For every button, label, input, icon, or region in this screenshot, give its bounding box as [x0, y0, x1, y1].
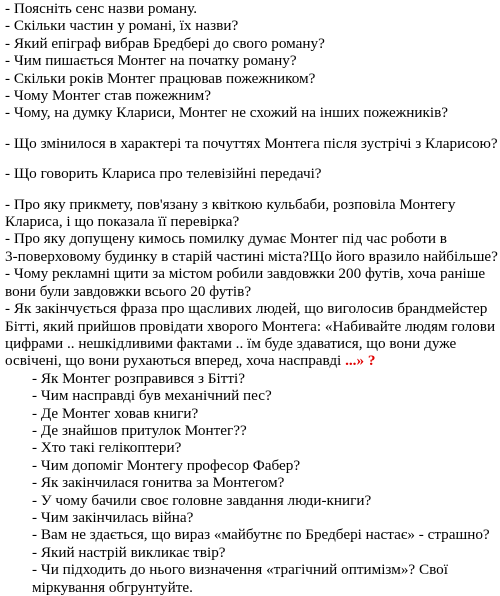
- question-line: - Чому Монтег став пожежним?: [5, 87, 212, 105]
- question-line: - Чи підходить до нього визначення «трагічний оптимізм»? Свої: [32, 561, 448, 579]
- question-line: - Скільки частин у романі, їх назви?: [5, 17, 239, 35]
- question-line: - Скільки років Монтег працював пожежником?: [5, 69, 316, 87]
- question-line: - Де Монтег ховав книги?: [32, 404, 199, 422]
- question-line: цифрами .. нешкідливими фактами .. їм буде здаватися, що вони дуже: [5, 334, 457, 352]
- question-line: - Чому, на думку Клариси, Монтег не схожий на інших пожежників?: [5, 104, 448, 122]
- question-line: [5, 352, 500, 369]
- spacer: [5, 122, 500, 135]
- question-tv-shows: - Що говорить Клариса про телевізійні передачі?: [5, 165, 322, 183]
- questions-block-1: [5, 0, 500, 122]
- question-line: - Про яку допущену кимось помилку думає Монтег під час роботи в: [5, 230, 447, 248]
- highlighted-ending: ...» ?: [345, 352, 376, 370]
- question-character-change: - Що змінилося в характері та почуттях Монтега після зустрічі з Кларисою?: [5, 134, 498, 152]
- question-text: освічені, що вони рухаються вперед, хоча насправді: [5, 352, 346, 370]
- question-line: Бітті, який прийшов провідати хворого Монтега: «Набивайте людям голови: [5, 317, 496, 335]
- question-line: - Чому рекламні щити за містом робили завдовжки 200 футів, хоча раніше: [5, 265, 486, 283]
- question-line: - Як Монтег розправився з Бітті?: [32, 369, 245, 387]
- spacer: [5, 152, 500, 165]
- question-line: - Вам не здається, що вираз «майбутнє по Бредбері настає» - страшно?: [32, 526, 490, 544]
- question-line: - У чому бачили своє головне завдання люди-книги?: [32, 491, 372, 509]
- question-line: - Поясніть сенс назви роману.: [5, 0, 198, 17]
- question-line: - Чим пишається Монтег на початку роману?: [5, 52, 297, 70]
- question-line: - Чим допоміг Монтегу професор Фабер?: [32, 456, 301, 474]
- question-line: - Чим насправді був механічний пес?: [32, 387, 272, 405]
- question-line: - Який епіграф вибрав Бредбері до свого роману?: [5, 34, 325, 52]
- question-line: - Де знайшов притулок Монтег??: [32, 421, 247, 439]
- question-line: 3-поверховому будинку в старій частині міста?Що його вразило найбільше?: [5, 247, 498, 265]
- spacer: [5, 183, 500, 196]
- question-line: - Чим закінчилась війна?: [32, 508, 194, 526]
- question-line: міркування обгрунтуйте.: [32, 578, 193, 596]
- question-line: - Як закінчується фраза про щасливих людей, що виголосив брандмейстер: [5, 300, 488, 318]
- question-line: - Який настрій викликає твір?: [32, 543, 226, 561]
- question-line: - Про яку прикмету, пов'язану з квіткою кульбаби, розповіла Монтегу: [5, 195, 456, 213]
- question-line: - Хто такі гелікоптери?: [32, 439, 182, 457]
- questions-block-4: [5, 370, 500, 596]
- question-line: - Як закінчилася гонитва за Монтегом?: [32, 474, 285, 492]
- question-line: Клариса, і що показала її перевірка?: [5, 213, 240, 231]
- questions-block-3: [5, 196, 500, 370]
- question-line: вони були завдовжки всього 20 футів?: [5, 282, 252, 300]
